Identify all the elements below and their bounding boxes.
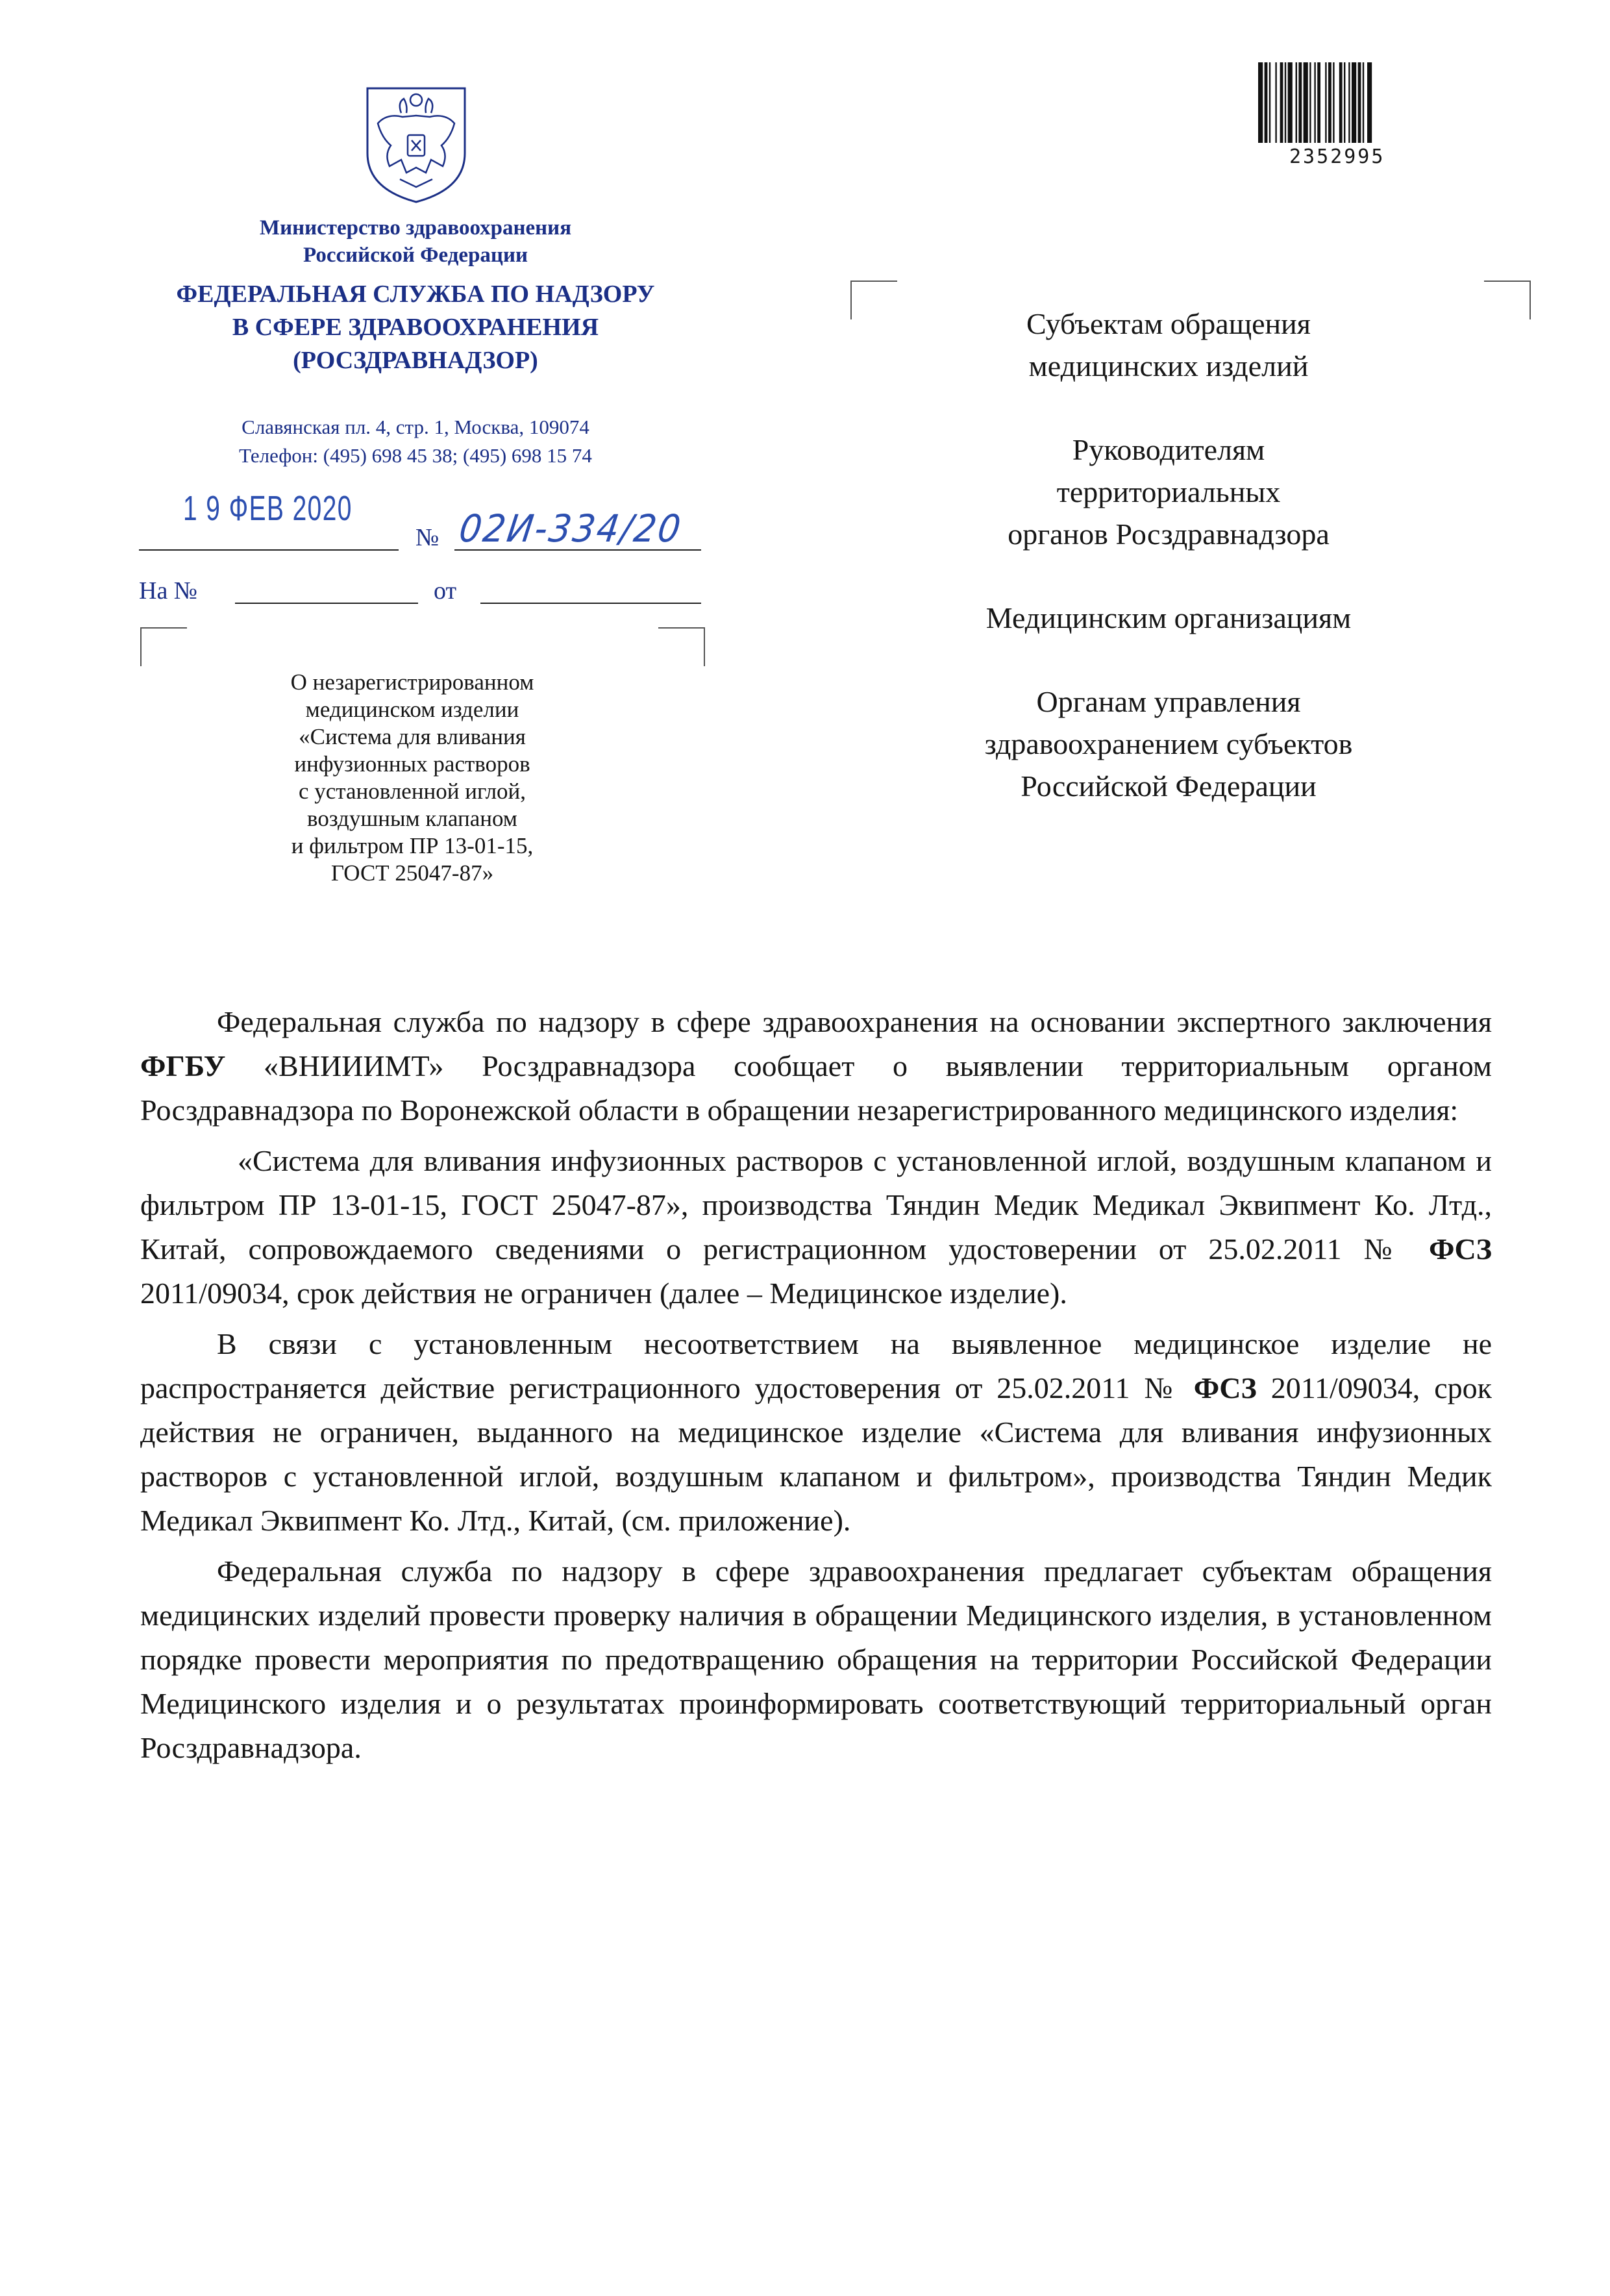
addressee-line: Медицинским организациям: [985, 601, 1352, 634]
body-paragraph: Федеральная служба по надзору в сфере здравоохранения на основании экспертного заключения ФГБУ «ВНИИИМТ» Росздравнадзора сообщает о выявлении территориальным органом Росздравнадзора по Воронежской области в обращении незарегистрированного медицинского изделия:: [140, 1005, 1492, 1127]
addressee-line: территориальных: [1056, 475, 1281, 508]
date-line: [139, 549, 399, 551]
addressee-bracket-right: [1484, 281, 1531, 319]
body-paragraph: В связи с установленным несоответствием на выявленное медицинское изделие не распространяется действие регистрационного удостоверения от 25.02.2011 № ФСЗ 2011/09034, срок действия не ограничен, выданного на медицинское изделие «Система для вливания инфузионных растворов с установленной иглой, воздушным клапаном и фильтром», производства Тяндин Медик Медикал Эквипмент Ко. Лтд., Китай, (см. приложение).: [140, 1327, 1492, 1537]
barcode-bar: [1275, 62, 1276, 143]
subject-line: с установленной иглой,: [298, 779, 526, 804]
barcode-bar: [1304, 62, 1308, 143]
subject-line: медицинском изделии: [305, 697, 519, 722]
barcode-bar: [1339, 62, 1343, 143]
letter-subject: [149, 669, 675, 887]
addressee-line: органов Росздравнадзора: [1008, 518, 1330, 551]
service-name: [130, 278, 701, 377]
barcode-bar: [1348, 62, 1350, 143]
service-line: В СФЕРЕ ЗДРАВООХРАНЕНИЯ: [232, 314, 599, 341]
subject-line: «Система для вливания: [299, 724, 526, 749]
ministry-line: Российской Федерации: [303, 243, 528, 267]
addressee-list: [883, 303, 1454, 807]
reply-from-label: от: [434, 577, 457, 605]
barcode-bar: [1358, 62, 1361, 143]
addressee-line: здравоохранением субъектов: [984, 727, 1353, 760]
subject-line: воздушным клапаном: [307, 806, 517, 831]
number-line: [454, 549, 701, 551]
phone-numbers: Телефон: (495) 698 45 38; (495) 698 15 74: [239, 444, 592, 467]
reply-date-line: [480, 603, 701, 604]
subject-line: О незарегистрированном: [290, 669, 534, 695]
barcode-bar: [1280, 62, 1283, 143]
barcode-bar: [1317, 62, 1320, 143]
reply-number-line: [235, 603, 418, 604]
barcode-number: 2352995: [1289, 145, 1385, 168]
barcode-icon: [1257, 62, 1413, 143]
postal-address: Славянская пл. 4, стр. 1, Москва, 109074: [242, 416, 589, 438]
addressee-group: [883, 597, 1454, 639]
barcode-bar: [1309, 62, 1311, 143]
subject-line: инфузионных растворов: [294, 751, 530, 777]
barcode-bar: [1298, 62, 1302, 143]
service-line: (РОСЗДРАВНАДЗОР): [293, 347, 538, 374]
subject-bracket-left: [140, 627, 187, 666]
barcode-bar: [1367, 62, 1372, 143]
subject-line: и фильтром ПР 13-01-15,: [291, 833, 534, 858]
date-stamp: 1 9 ФЕВ 2020: [183, 489, 353, 528]
ministry-line: Министерство здравоохранения: [259, 216, 572, 240]
addressee-line: медицинских изделий: [1028, 349, 1309, 382]
barcode-bar: [1258, 62, 1263, 143]
addressee-group: [883, 303, 1454, 387]
barcode-bar: [1325, 62, 1326, 143]
barcode-bar: [1288, 62, 1293, 143]
addressee-line: Субъектам обращения: [1026, 307, 1311, 340]
barcode-bar: [1333, 62, 1334, 143]
addressee-line: Руководителям: [1072, 433, 1265, 466]
barcode-bar: [1296, 62, 1297, 143]
barcode-bar: [1352, 62, 1356, 143]
barcode-bar: [1269, 62, 1270, 143]
number-label: №: [415, 524, 440, 551]
body-paragraph: «Система для вливания инфузионных растворов с установленной иглой, воздушным клапаном и фильтром ПР 13-01-15, ГОСТ 25047-87», производства Тяндин Медик Медикал Эквипмент Ко. Лтд., Китай, сопровождаемого сведениями о регистрационном удостоверении от 25.02.2011 № ФСЗ 2011/09034, срок действия не ограничен (далее – Медицинское изделие).: [140, 1144, 1492, 1310]
reply-number-label: На №: [139, 577, 198, 605]
body-paragraph: Федеральная служба по надзору в сфере здравоохранения предлагает субъектам обращения медицинских изделий провести проверку наличия в обращении Медицинского изделия, в установленном порядке провести мероприятия по предотвращению обращения на территории Российской Федерации Медицинского изделия и о результатах проинформировать соответствующий территориальный орган Росздравнадзора.: [140, 1554, 1492, 1764]
barcode-bar: [1265, 62, 1268, 143]
subject-bracket-right: [658, 627, 705, 666]
barcode-bar: [1328, 62, 1331, 143]
ministry-name: [130, 214, 701, 269]
addressee-line: Российской Федерации: [1021, 769, 1317, 803]
barcode-bar: [1363, 62, 1364, 143]
letter-body: [140, 1000, 1492, 1777]
addressee-group: [883, 680, 1454, 807]
barcode-bar: [1314, 62, 1315, 143]
barcode-bar: [1344, 62, 1345, 143]
subject-line: ГОСТ 25047-87»: [330, 860, 494, 886]
barcode-bar: [1285, 62, 1286, 143]
letterhead-address: [130, 413, 701, 470]
service-line: ФЕДЕРАЛЬНАЯ СЛУЖБА ПО НАДЗОРУ: [176, 281, 655, 308]
addressee-group: [883, 429, 1454, 555]
double-headed-eagle-emblem-icon: [361, 75, 471, 205]
addressee-line: Органам управления: [1036, 685, 1301, 718]
outgoing-number: 02И-334/20: [456, 506, 686, 551]
